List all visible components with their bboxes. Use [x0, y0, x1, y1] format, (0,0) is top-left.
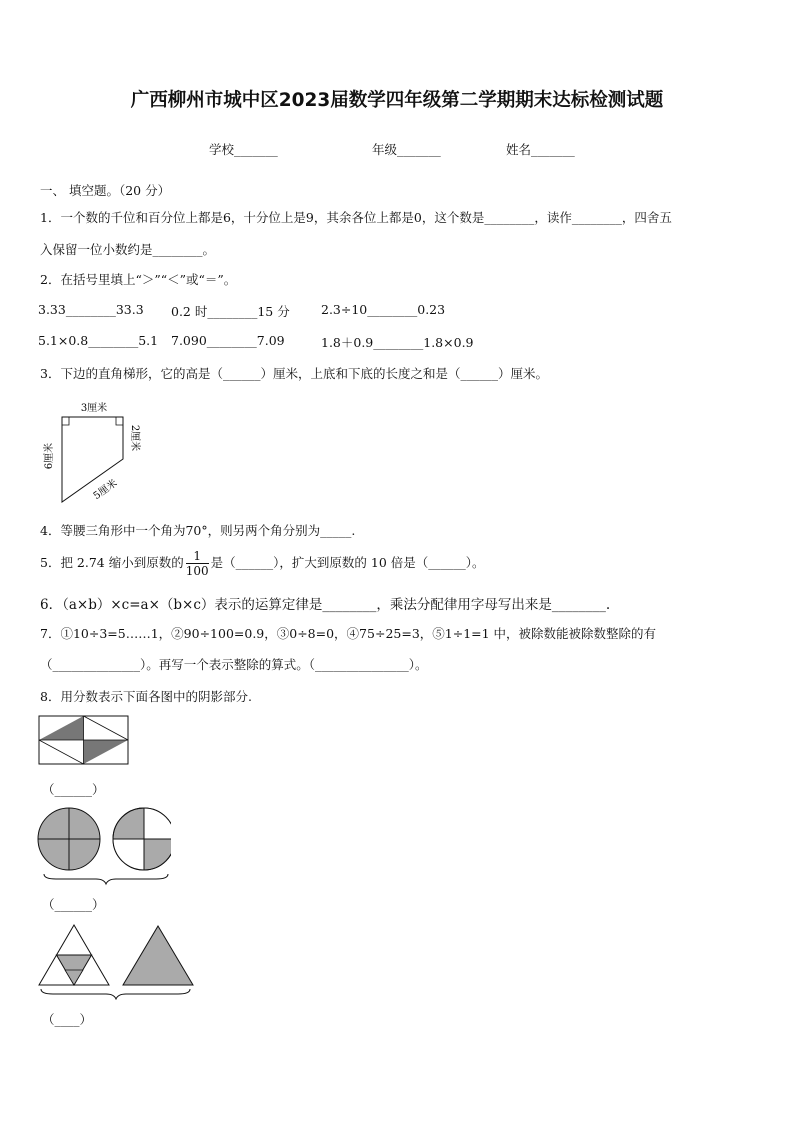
page-title: 广西柳州市城中区2023届数学四年级第二学期期末达标检测试题 — [130, 90, 664, 111]
q2-item-3: 2.3÷10________0.23 — [321, 302, 446, 317]
name-field: 姓名_______ — [506, 142, 575, 157]
fraction-denominator: 100 — [185, 564, 209, 578]
trapezoid-figure — [36, 396, 156, 506]
q2-item-5: 7.090________7.09 — [171, 333, 285, 348]
q2-item-1: 3.33________33.3 — [38, 302, 144, 317]
grade-field: 年级_______ — [372, 142, 441, 157]
q8-blank-2: （______） — [42, 897, 105, 912]
fraction — [186, 549, 209, 578]
label-slant: 5厘米 — [91, 477, 120, 503]
q6-text: 6．（a×b）×c=a×（b×c）表示的运算定律是________，乘法分配律用字母写出来是________. — [40, 597, 611, 613]
q1-line1: 1．一个数的千位和百分位上都是6，十分位上是9，其余各位上都是0，这个数是________，读作________，四舍五 — [40, 210, 672, 225]
circles-figure — [36, 806, 171, 886]
triangles-figure — [38, 922, 203, 1000]
section-heading: 一、 填空题。（20 分） — [40, 183, 171, 198]
q8-blank-1: （______） — [42, 782, 105, 797]
q8-blank-3: （____） — [42, 1012, 93, 1027]
q2-item-4: 5.1×0.8________5.1 — [38, 333, 159, 348]
q8-text: 8．用分数表示下面各图中的阴影部分. — [40, 689, 252, 704]
label-left: 6厘米 — [44, 442, 55, 470]
q5-after: 是（______），扩大到原数的 10 倍是（______）。 — [210, 555, 485, 570]
school-field: 学校_______ — [209, 142, 278, 157]
q7-line2: （______________）。再写一个表示整除的算式。（_______________）。 — [40, 657, 428, 672]
q5-line — [40, 548, 485, 578]
q2-item-2: 0.2 时________15 分 — [171, 304, 290, 319]
q1-line2: 入保留一位小数约是________。 — [40, 242, 216, 257]
q3-text: 3．下边的直角梯形，它的高是（______）厘米，上底和下底的长度之和是（______）厘米。 — [40, 366, 548, 381]
label-top: 3厘米 — [80, 403, 108, 414]
q2-intro: 2．在括号里填上“＞”“＜”或“＝”。 — [40, 272, 237, 287]
q2-item-6: 1.8＋0.9________1.8×0.9 — [321, 335, 474, 350]
q7-line1: 7．①10÷3=5……1，②90÷100=0.9，③0÷8=0，④75÷25=3，⑤1÷1=1 中，被除数能被除数整除的有 — [40, 626, 657, 641]
rectangle-figure — [38, 715, 130, 767]
label-right: 2厘米 — [129, 424, 140, 452]
fraction-numerator: 1 — [186, 549, 209, 564]
q5-before: 5．把 2.74 缩小到原数的 — [40, 555, 184, 570]
q4-text: 4．等腰三角形中一个角为70°，则另两个角分别为_____. — [40, 523, 356, 538]
